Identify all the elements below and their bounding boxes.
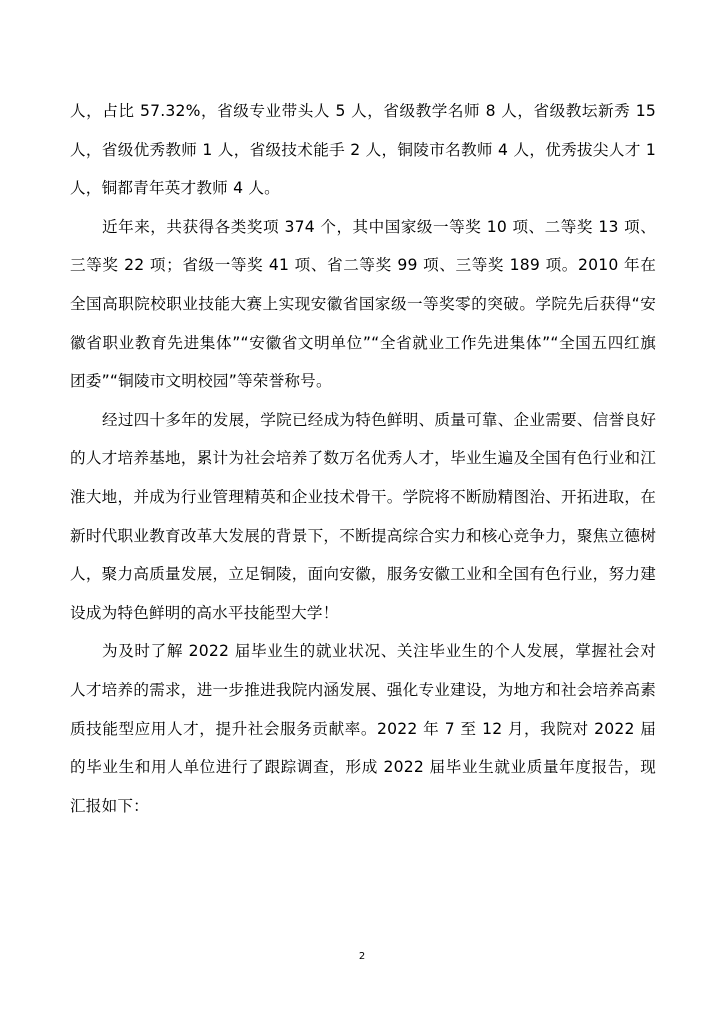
paragraph-report-purpose: 为及时了解 2022 届毕业生的就业状况、关注毕业生的个人发展，掌握社会对人才培养的需求，进一步推进我院内涵发展、强化专业建设，为地方和社会培养高素质技能型应用人才，提升社会服务贡献率。2022 年 7 至 12 月，我院对 2022 届的毕业生和用人单位进行了跟踪调查，形成 2022 届毕业生就业质量年度报告，现汇报如下：	[70, 642, 656, 815]
paragraph-faculty-honors: 人，占比 57.32%，省级专业带头人 5 人，省级教学名师 8 人，省级教坛新秀 15 人，省级优秀教师 1 人，省级技术能手 2 人，铜陵市名教师 4 人，优秀拔尖人才 1 人，铜都青年英才教师 4 人。	[70, 102, 656, 198]
paragraph-development: 经过四十多年的发展，学院已经成为特色鲜明、质量可靠、企业需要、信誉良好的人才培养基地，累计为社会培养了数万名优秀人才，毕业生遍及全国有色行业和江淮大地，并成为行业管理精英和企业技术骨干。学院将不断励精图治、开拓进取，在新时代职业教育改革大发展的背景下，不断提高综合实力和核心竞争力，聚焦立德树人，聚力高质量发展，立足铜陵，面向安徽，服务安徽工业和全国有色行业，努力建设成为特色鲜明的高水平技能型大学！	[70, 410, 656, 622]
paragraph-awards: 近年来，共获得各类奖项 374 个，其中国家级一等奖 10 项、二等奖 13 项、三等奖 22 项；省级一等奖 41 项、省二等奖 99 项、三等奖 189 项。2010 年在全国高职院校职业技能大赛上实现安徽省国家级一等奖零的突破。学院先后获得“安徽省职业教育先进集体”“安徽省文明单位”“全省就业工作先进集体”“全国五四红旗团委”“铜陵市文明校园”等荣誉称号。	[70, 217, 656, 391]
page-number: 2	[358, 951, 366, 962]
document-body	[70, 92, 656, 825]
